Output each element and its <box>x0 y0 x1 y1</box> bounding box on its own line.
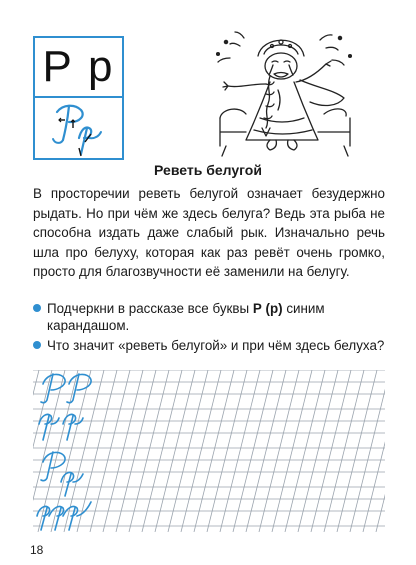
letter-card <box>33 36 124 160</box>
task-text: Что значит «реветь белугой» и при чём здесь белуха? <box>47 338 385 353</box>
story-title: Реветь белугой <box>154 162 262 178</box>
story-paragraph: В просторечии реветь белугой означает безудержно рыдать. Но при чём же здесь белуга? Ведь эта рыба не способна издать даже слабый рык. Изначально речь шла про белуху, которая как раз ревёт очень громко, просто для благозвучности её заменили на белугу. <box>33 186 385 279</box>
handwritten-letters <box>35 98 122 158</box>
printed-letters: Р р <box>42 42 115 91</box>
task-item <box>33 300 385 334</box>
handwritten-r-glyph <box>35 98 122 158</box>
task-list <box>33 300 385 357</box>
task-text: Подчеркни в рассказе все буквы <box>47 301 253 316</box>
page-number: 18 <box>30 543 44 557</box>
bullet-dot-icon <box>33 304 41 312</box>
handwriting-practice-grid[interactable] <box>33 370 385 532</box>
task-text-end: синим карандашом. <box>47 301 325 333</box>
task-bold-text: Р (р) <box>252 301 283 316</box>
bullet-dot-icon <box>33 341 41 349</box>
task-item <box>33 337 385 354</box>
crying-girl-illustration <box>200 28 370 160</box>
